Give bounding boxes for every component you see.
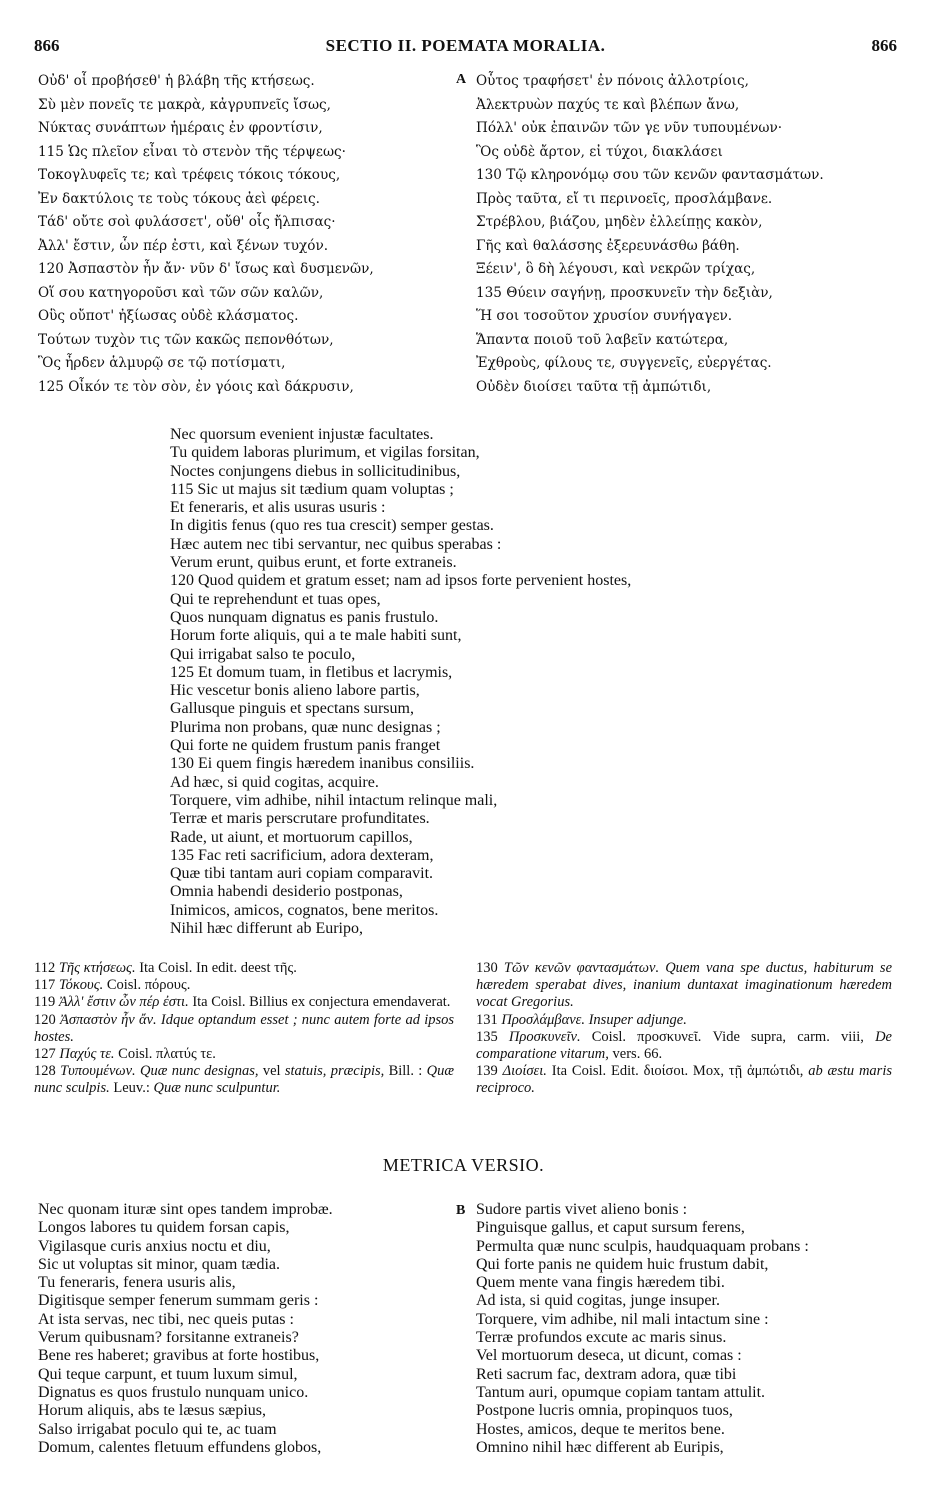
greek-text-right-column	[476, 70, 896, 399]
metric-line: Dignatus es quos frustulo nunquam unico.	[38, 1383, 309, 1401]
verse-line: Ἥ σοι τοσοῦτον χρυσίον συνήγαγεν.	[476, 308, 733, 324]
footnote-segment: Idque optandum esset ; nunc autem forte ad ipsos hostes.	[34, 1011, 455, 1045]
verse-line: Ἅπαντα ποιοῦ τοῦ λαβεῖν κατώτερα,	[476, 331, 729, 348]
footnote-segment: Coisl. πόρους.	[103, 977, 191, 994]
translation-line: 130 Ei quem fingis hæredem inanibus consiliis.	[170, 755, 475, 773]
metric-line: Salso irrigabat poculo qui te, ac tuam	[38, 1420, 277, 1438]
verse-line: Ἐν δακτύλοις τε τοὺς τόκους ἀεὶ φέρεις.	[38, 190, 320, 207]
footnote	[476, 960, 892, 1012]
footnotes-right-column	[476, 960, 892, 1098]
footnote-segment: Leuv.:	[109, 1080, 154, 1097]
verse-line: Νύκτας συνάπτων ἡμέραις ἐν φροντίσιν,	[38, 120, 323, 136]
footnote-segment: Quæ nunc sculpuntur.	[153, 1080, 281, 1097]
verse-line: Ἐχθροὺς, φίλους τε, συγγενεῖς, εὐεργέτας.	[476, 355, 772, 371]
footnote-segment: vel	[258, 1063, 285, 1080]
verse-line: Τοκογλυφεῖς τε; καὶ τρέφεις τόκοις τόκους,	[38, 167, 341, 183]
verse-line: Οὐδ' οἷ προβήσεθ' ἡ βλάβη τῆς κτήσεως.	[38, 73, 315, 89]
page-number-right: 866	[871, 36, 897, 55]
footnote-segment: 130	[476, 960, 504, 976]
translation-line: 120 Quod quidem et gratum esset; nam ad ipsos forte pervenient hostes,	[170, 572, 632, 590]
footnote-segment: Coisl. προσκυνεῖ. Vide supra, carm. viii,	[580, 1028, 876, 1045]
footnote-segment: Προσλάμβανε. Insuper adjunge.	[501, 1011, 687, 1028]
translation-line: Et feneraris, et alis usuras usuris :	[170, 499, 386, 517]
translation-line: Terræ et maris perscrutare profunditates.	[170, 810, 430, 828]
footnote	[34, 977, 454, 994]
verse-line: 120 Ἀσπαστὸν ἦν ἄν· νῦν δ' ἴσως καὶ δυσμενῶν,	[38, 261, 374, 277]
footnote-segment: 135	[476, 1028, 509, 1045]
verse-line: Ξέειν', ὃ δὴ λέγουσι, καὶ νεκρῶν τρίχας,	[476, 261, 756, 277]
translation-line: Noctes conjungens diebus in sollicitudinibus,	[170, 462, 461, 480]
translation-line: Omnia habendi desiderio postponas,	[170, 883, 403, 901]
footnote	[34, 1063, 454, 1097]
verse-line: Οὓς οὔποτ' ἠξίωσας οὐδὲ κλάσματος.	[38, 308, 299, 324]
verse-line: Ἀλεκτρυὼν παχύς τε καὶ βλέπων ἄνω,	[476, 96, 740, 113]
translation-line: 115 Sic ut majus sit tædium quam voluptas ;	[170, 480, 454, 498]
translation-line: Qui irrigabat salso te poculo,	[170, 645, 356, 663]
footnote-segment: Τῶν κενῶν φαντασμάτων. Quem vana spe ductus, habiturum se hæredem sperabat dives, inanium duntaxat imaginationum hæredem vocat Gregorius.	[476, 960, 893, 1011]
section-title: METRICA VERSIO.	[382, 1155, 545, 1175]
footnote-segment: 128	[34, 1063, 61, 1080]
translation-line: Tu quidem laboras plurimum, et vigilas forsitan,	[170, 444, 480, 462]
footnote-segment: De comparatione vitarum,	[476, 1028, 892, 1063]
metrica-versio-right-column	[476, 1201, 906, 1457]
metric-line: Bene res haberet; gravibus at forte hostibus,	[38, 1347, 320, 1365]
verse-line: Τάδ' οὔτε σοὶ φυλάσσετ', οὔθ' οἷς ἤλπισας·	[38, 214, 336, 230]
footnote	[476, 1012, 892, 1029]
metric-line: Qui teque carpunt, et tuum luxum simul,	[38, 1365, 298, 1383]
verse-line: Ὃς ἦρδεν ἁλμυρῷ σε τῷ ποτίσματι,	[38, 355, 286, 371]
footnote-segment: Ita Coisl. In edit. deest τῆς.	[135, 960, 297, 976]
page-number-left: 866	[34, 36, 60, 55]
translation-line: In digitis fenus (quo res tua crescit) semper gestas.	[170, 517, 494, 535]
metric-line: Omnino nihil hæc different ab Euripis,	[476, 1438, 724, 1456]
translation-line: Quos nunquam dignatus es panis frustulo.	[170, 608, 439, 626]
footnote-segment: 131	[476, 1011, 502, 1028]
translation-line: Qui forte ne quidem frustum panis franget	[170, 737, 441, 755]
translation-line: Horum forte aliquis, qui a te male habiti sunt,	[170, 627, 462, 645]
translation-line: Ad hæc, si quid cogitas, acquire.	[170, 773, 379, 791]
column-marker-a: A	[456, 72, 467, 87]
metric-line: Permulta quæ nunc sculpis, haudquaquam probans :	[476, 1237, 809, 1255]
page-header	[34, 36, 897, 58]
footnote-segment: Ita Coisl. Billius ex conjectura emendaverat.	[188, 994, 451, 1011]
translation-line: Nihil hæc differunt ab Euripo,	[170, 920, 363, 938]
metric-line: Torquere, vim adhibe, nil mali intactum sine :	[476, 1310, 769, 1328]
latin-translation	[170, 426, 790, 938]
verse-line: Γῆς καὶ θαλάσσης ἐξερευνάσθω βάθη.	[476, 237, 740, 254]
metric-line: Terræ profundos excute ac maris sinus.	[476, 1329, 727, 1347]
verse-line: Πόλλ' οὐκ ἐπαινῶν τῶν γε νῦν τυπουμένων·	[476, 120, 783, 136]
translation-line: 135 Fac reti sacrificium, adora dexteram,	[170, 846, 434, 864]
metric-line: At ista servas, nec tibi, nec queis putas :	[38, 1310, 294, 1328]
footnote-segment: 119	[34, 994, 59, 1011]
metric-line: Vigilasque curis anxius noctu et diu,	[38, 1237, 271, 1255]
translation-line: Nec quorsum evenient injustæ facultates.	[170, 426, 434, 443]
metric-line: Sic ut voluptas sit minor, quam tædia.	[38, 1255, 281, 1273]
column-marker-b: B	[456, 1203, 466, 1218]
translation-line: Gallusque pinguis et spectans sursum,	[170, 700, 414, 718]
footnote	[476, 1063, 892, 1097]
verse-line: Οὐδὲν διοίσει ταῦτα τῇ ἀμπώτιδι,	[476, 378, 712, 395]
metric-line: Postpone lucris omnia, propinquos tuos,	[476, 1402, 733, 1420]
footnote-segment: 127	[34, 1046, 60, 1063]
verse-line: Οὗτος τραφήσετ' ἐν πόνοις ἀλλοτρίοις,	[476, 73, 749, 89]
verse-line: 135 Θύειν σαγήνῃ, προσκυνεῖν τὴν δεξιὰν,	[476, 284, 773, 301]
translation-line: Torquere, vim adhibe, nihil intactum relinque mali,	[170, 791, 498, 809]
metric-line: Reti sacrum fac, dextram adora, quæ tibi	[476, 1365, 737, 1383]
metric-line: Quem mente vana fingis hæredem tibi.	[476, 1274, 725, 1292]
greek-text-left-column	[38, 70, 438, 399]
translation-line: Qui te reprehendunt et tuas opes,	[170, 590, 381, 608]
translation-line: Rade, ut aiunt, et mortuorum capillos,	[170, 828, 413, 846]
footnote-segment: Διοίσει.	[502, 1063, 547, 1080]
metric-line: Tantum auri, opumque copiam tantam attulit.	[476, 1383, 766, 1401]
metric-line: Pinguisque gallus, et caput sursum ferens,	[476, 1219, 745, 1237]
footnote-segment: 139	[476, 1063, 503, 1080]
footnote-segment: Quæ nunc sculpis.	[34, 1063, 454, 1097]
footnote-segment: Coisl. πλατύς τε.	[114, 1046, 216, 1063]
footnote	[34, 1046, 454, 1063]
metric-line: Hostes, amicos, deque te meritos bene.	[476, 1420, 725, 1438]
metric-line: Qui forte panis ne quidem huic frustum dabit,	[476, 1255, 769, 1273]
footnotes-left-column	[34, 960, 454, 1098]
footnote-segment: Ἀλλ' ἔστιν ὧν πέρ ἐστι.	[58, 994, 189, 1011]
footnote	[34, 960, 454, 977]
verse-line: Ὃς οὐδὲ ἄρτον, εἰ τύχοι, διακλάσει	[476, 143, 723, 160]
verse-line: 115 Ὡς πλεῖον εἶναι τὸ στενὸν τῆς τέρψεως·	[38, 143, 346, 160]
footnote-segment: ab æstu maris reciproco.	[476, 1063, 892, 1097]
verse-line: 125 Οἶκόν τε τὸν σὸν, ἐν γόοις καὶ δάκρυσιν,	[38, 378, 354, 395]
footnote-segment: vers. 66.	[608, 1046, 663, 1063]
running-title: SECTIO II. POEMATA MORALIA.	[325, 36, 606, 55]
footnote-segment: 117	[34, 977, 59, 994]
translation-line: Hæc autem nec tibi servantur, nec quibus sperabas :	[170, 535, 502, 553]
verse-line: Πρὸς ταῦτα, εἴ τι περινοεῖς, προσλάμβανε.	[476, 190, 773, 207]
translation-line: Quæ tibi tantam auri copiam comparavit.	[170, 865, 434, 883]
metric-line: Horum aliquis, abs te læsus sæpius,	[38, 1402, 267, 1420]
translation-line: Verum erunt, quibus erunt, et forte extraneis.	[170, 554, 457, 572]
footnote	[34, 1012, 454, 1046]
translation-line: Plurima non probans, quæ nunc designas ;	[170, 718, 441, 736]
footnote-segment: Παχύς τε.	[59, 1046, 115, 1063]
metric-line: Verum quibusnam? forsitanne extraneis?	[38, 1329, 299, 1347]
translation-line: 125 Et domum tuam, in fletibus et lacrymis,	[170, 663, 453, 681]
verse-line: Σὺ μὲν πονεῖς τε μακρὰ, κἀγρυπνεῖς ἴσως,	[38, 96, 331, 113]
metric-line: Tu feneraris, fenera usuris alis,	[38, 1274, 236, 1292]
verse-line: Οἵ σου κατηγοροῦσι καὶ τῶν σῶν καλῶν,	[38, 284, 324, 301]
footnote-segment: Τῆς κτήσεως.	[58, 960, 136, 976]
metric-line: Nec quonam ituræ sint opes tandem improbæ.	[38, 1201, 333, 1218]
metric-line: Sudore partis vivet alieno bonis :	[476, 1201, 688, 1218]
footnote-segment: Ἀσπαστὸν ἦν ἄν.	[59, 1011, 157, 1028]
footnote-segment: Προσκυνεῖν.	[508, 1028, 581, 1045]
footnote-segment: Bill. :	[384, 1063, 427, 1080]
footnote-segment: Τόκους.	[58, 977, 104, 994]
translation-line: Hic vescetur bonis alieno labore partis,	[170, 682, 420, 700]
footnote-segment: statuis, præcipis,	[284, 1063, 385, 1080]
footnote-segment: Ita Coisl. Edit. διοίσοι. Mox, τῇ ἀμπώτιδι,	[546, 1063, 809, 1080]
verse-line: Στρέβλου, βιάζου, μηδὲν ἐλλείπῃς κακὸν,	[476, 214, 763, 230]
metric-line: Ad ista, si quid cogitas, junge insuper.	[476, 1292, 720, 1310]
footnote-segment: Τυπουμένων.	[60, 1063, 136, 1080]
footnote-segment: Quæ nunc designas,	[140, 1063, 259, 1080]
metrica-versio-left-column	[38, 1201, 448, 1457]
verse-line: Ἀλλ' ἔστιν, ὧν πέρ ἐστι, καὶ ξένων τυχόν.	[38, 237, 329, 254]
metric-line: Digitisque semper fenerum summam geris :	[38, 1292, 319, 1310]
verse-line: Τούτων τυχὸν τις τῶν κακῶς πεπονθότων,	[38, 331, 334, 348]
verse-line: 130 Τῷ κληρονόμῳ σου τῶν κενῶν φαντασμάτων.	[476, 167, 824, 183]
footnote-segment: 120	[34, 1011, 60, 1028]
metric-line: Longos labores tu quidem forsan capis,	[38, 1219, 290, 1237]
footnote	[476, 1029, 892, 1063]
metric-line: Vel mortuorum deseca, ut dicunt, comas :	[476, 1347, 742, 1365]
footnote-segment: 112	[34, 960, 59, 976]
metric-line: Domum, calentes fletuum effundens globos,	[38, 1438, 322, 1456]
translation-line: Inimicos, amicos, cognatos, bene meritos.	[170, 901, 439, 919]
footnote	[34, 994, 454, 1011]
